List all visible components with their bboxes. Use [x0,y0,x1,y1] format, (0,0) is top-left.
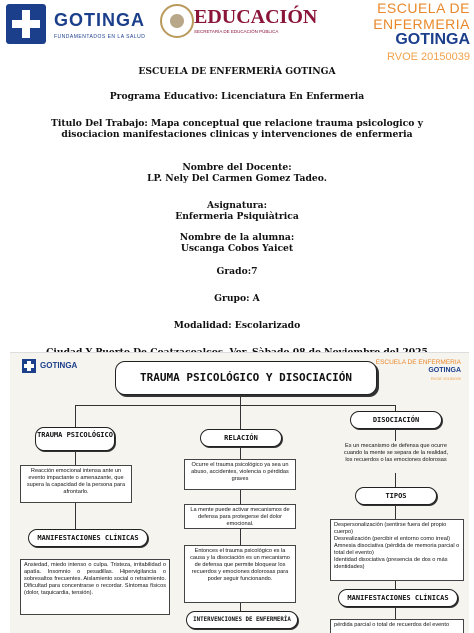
connector-line [75,405,76,427]
connector-line [395,503,396,519]
educacion-logo-subtitle: SECRETARÍA DE EDUCACIÓN PÚBLICA [194,29,279,34]
cross-shield-icon [6,4,46,44]
connector-line [240,529,241,545]
relation-text-3: Entonces el trauma psicológico es la causa y la disociación es un mecanismo de defensa que permite bloquear los recuerdos y emociones dolorosas para poder seguir funcionando. [184,545,296,603]
teacher-name: LP. Nely Del Carmen Gomez Tadeo. [147,173,327,184]
gotinga-logo-text: GOTINGA [54,10,145,30]
educacion-logo [160,4,318,44]
group: Grupo: A [214,293,260,304]
types-node: TIPOS [355,487,437,505]
connector-line [240,445,241,459]
program-line: Programa Educativo: Licenciatura En Enfermeria [109,91,365,102]
map-rvoe: RVOE 20150039 [430,376,461,381]
work-title-line1: Titulo Del Trabajo: Mapa conceptual que relacione trauma psicologico y [51,118,423,129]
map-school-logo [376,359,461,383]
school-logo-line1: ESCUELA DE ENFERMERIA [373,0,470,32]
relation-node: RELACIÓN [200,429,282,447]
connector-line [395,473,396,487]
connector-line [240,405,241,429]
school-name: ESCUELA DE ENFERMERÌA GOTINGA [138,66,336,77]
cross-shield-icon [22,359,36,373]
work-title-line2: disociacion manifestaciones clinicas y intervenciones de enfermeria [61,129,413,140]
map-logo-text: GOTINGA [40,361,78,370]
map-school-line2: GOTINGA [428,367,461,374]
subject-name: Enfermeria Psiquiàtrica [175,211,299,222]
page-header [0,0,474,63]
trauma-node: TRAUMA PSICOLÓGICO [35,427,115,451]
relation-text-1: Ocurre el trauma psicológico ya sea un abuso, accidentes, violencia o pérdidas graves [184,459,296,490]
subject-label: Asignatura: [207,200,267,211]
connector-line [395,427,396,441]
connector-line [75,405,395,406]
manifestations-node: MANIFESTACIONES CLÍNICAS [28,529,148,547]
connector-line [395,581,396,589]
grade: Grado:7 [216,266,258,277]
manifestations-text: Ansiedad, miedo intenso o culpa. Tristeza, irritabilidad o apatía. Insomnio o pesadillas. Hipervigilancia o sobresaltos frecuentes. Aislamiento social o retraimiento. Dificultad para concentrarse o recordar. Síntomas físicos (dolor, taquicardia, tensión). [20,559,170,615]
educacion-logo-text: EDUCACIÓN [194,6,318,28]
student-name: Uscanga Cobos Yaicet [180,243,294,254]
dissociation-manifestations-text: pérdida parcial o total de recuerdos del evento [330,619,464,633]
dissociation-definition: Es un mecanismo de defensa que ocurre cuando la mente se separa de la realidad, los recuerdos o las emociones dolorosas [343,443,449,463]
type-item: Despersonalización (sentirse fuera del propio cuerpo) [334,522,447,535]
trauma-definition: Reacción emocional intensa ante un evento impactante o amenazante, que supera la capacidad de la persona para afrontarlo. [20,465,132,503]
modality: Modalidad: Escolarizado [173,320,301,331]
national-seal-icon [160,4,194,38]
map-title: TRAUMA PSICOLÓGICO Y DISOCIACIÓN [115,361,377,395]
connector-line [240,490,241,504]
concept-map [10,352,469,633]
relation-text-2: La mente puede activar mecanismos de defensa para protegerse del dolor emocional. [184,504,296,529]
gotinga-logo-subtitle: FUNDAMENTADOS EN LA SALUD [54,34,146,40]
dissociation-node: DISOCIACIÓN [350,411,442,429]
student-label: Nombre de la alumna: [179,232,295,243]
connector-line [75,503,76,529]
rvoe-number: RVOE 20150039 [387,51,470,63]
school-logo-line2: GOTINGA [395,31,470,48]
type-item: Amnesia disociativa (pérdida de memoria parcial o total del evento) [334,543,460,556]
cover-page-text [0,62,474,358]
map-school-line1: ESCUELA DE ENFERMERIA [375,359,461,366]
dissociation-manifestations-node: MANIFESTACIONES CLÍNICAS [338,589,458,607]
type-item: Identidad disociativa (presencia de dos o más identidades) [334,557,448,570]
school-logo [310,0,470,63]
types-list [330,519,464,581]
teacher-label: Nombre del Docente: [182,162,292,173]
interventions-node: INTERVENCIONES DE ENFERMERÍA [186,611,298,629]
connector-line [395,605,396,619]
type-item: Desrealización (percibir el entorno como irreal) [334,536,450,542]
gotinga-logo [6,4,156,44]
